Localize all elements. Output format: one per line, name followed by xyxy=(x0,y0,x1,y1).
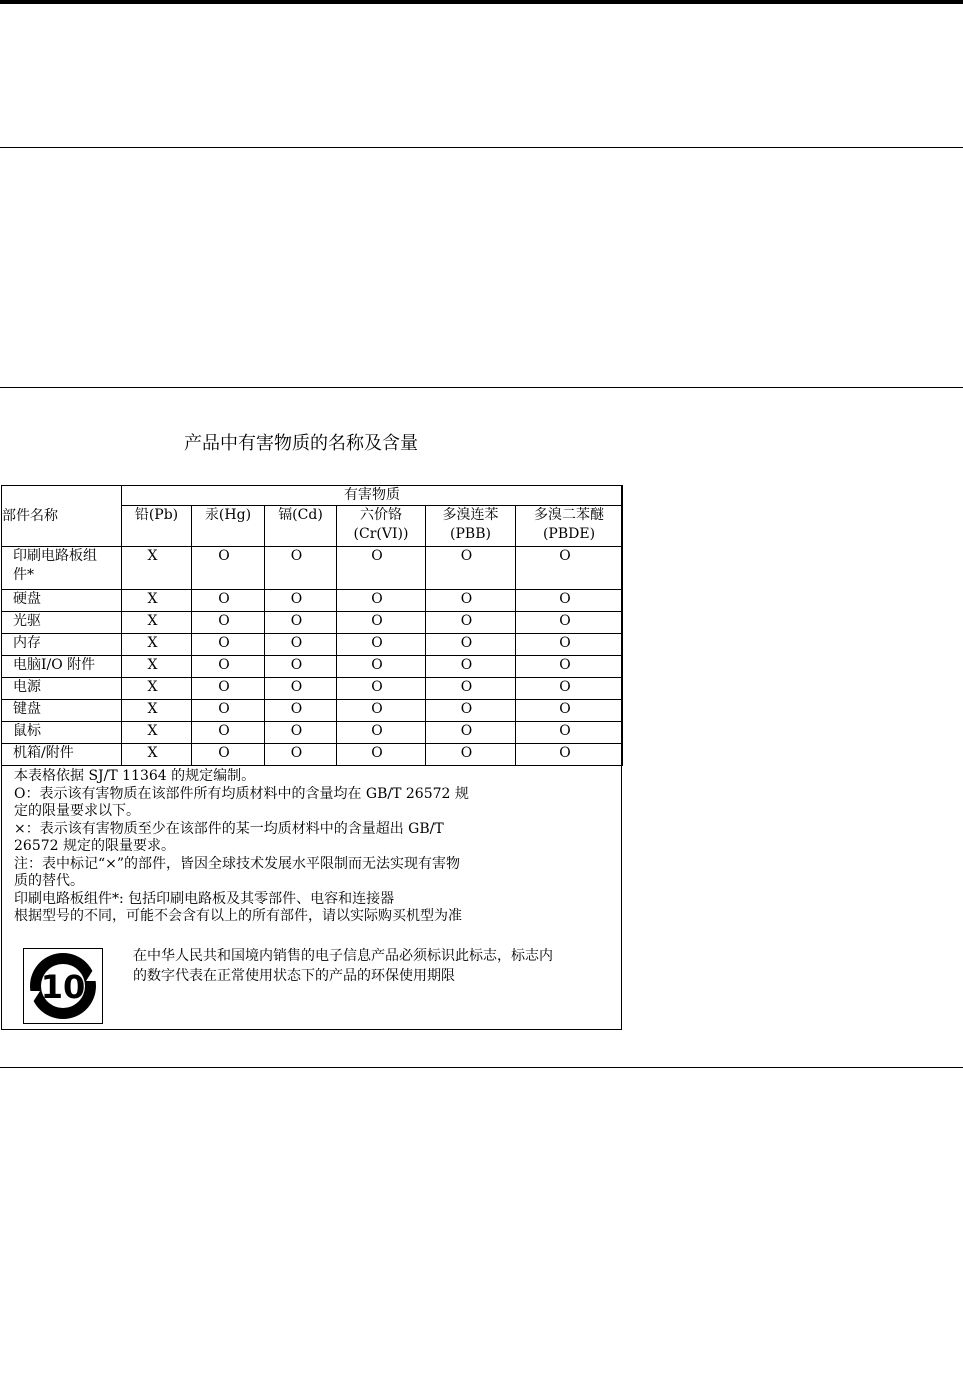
note-line: 26572 规定的限量要求。 xyxy=(14,838,175,854)
part-name-cell xyxy=(2,744,122,766)
note-line: 本表格依据 SJ/T 11364 的规定编制。 xyxy=(14,768,256,784)
substance-value-cell: O xyxy=(516,612,623,634)
substance-value-cell: O xyxy=(337,612,426,634)
substance-value-cell: O xyxy=(192,656,265,678)
note-line: O：表示该有害物质在该部件所有均质材料中的含量均在 GB/T 26572 规 xyxy=(14,785,469,802)
substance-value-cell: O xyxy=(426,612,516,634)
epup-description xyxy=(133,946,617,986)
substance-value-cell: O xyxy=(516,656,623,678)
part-name-cell xyxy=(2,547,122,590)
part-name-cell xyxy=(2,590,122,612)
table-row xyxy=(2,722,623,744)
substance-value-cell: O xyxy=(265,722,337,744)
part-name-line: 电脑I/O 附件 xyxy=(13,657,96,673)
substance-value-cell: O xyxy=(516,547,623,590)
substance-value-cell: X xyxy=(122,656,192,678)
epup-text-line: 在中华人民共和国境内销售的电子信息产品必须标识此标志，标志内 xyxy=(133,948,553,964)
epup-number: 10 xyxy=(40,968,86,1006)
substance-value-cell: O xyxy=(265,612,337,634)
substance-column-header xyxy=(426,506,516,547)
substance-value-cell: O xyxy=(337,678,426,700)
hazardous-substances-header: 有害物质 xyxy=(122,486,623,506)
substance-value-cell: X xyxy=(122,590,192,612)
substance-column-header xyxy=(265,506,337,547)
part-name-line: 电源 xyxy=(13,679,41,695)
epup-text-line: 的数字代表在正常使用状态下的产品的环保使用期限 xyxy=(133,968,455,984)
substance-value-cell: X xyxy=(122,612,192,634)
substance-value-cell: O xyxy=(426,722,516,744)
section-divider xyxy=(0,147,963,148)
part-name-cell xyxy=(2,678,122,700)
note-line: 质的替代。 xyxy=(14,873,84,889)
substance-value-cell: O xyxy=(426,547,516,590)
substance-value-cell: O xyxy=(265,590,337,612)
substance-value-cell: O xyxy=(337,634,426,656)
column-header-line: 六价铬 xyxy=(360,507,402,523)
part-name-line: 硬盘 xyxy=(13,591,41,607)
substance-value-cell: O xyxy=(192,722,265,744)
part-name-header: 部件名称 xyxy=(2,486,122,547)
part-name-line: 鼠标 xyxy=(13,723,41,739)
substance-value-cell: X xyxy=(122,634,192,656)
table-row xyxy=(2,678,623,700)
substance-value-cell: O xyxy=(265,634,337,656)
part-name-cell xyxy=(2,634,122,656)
substance-value-cell: O xyxy=(337,656,426,678)
substance-value-cell: O xyxy=(516,744,623,766)
substance-value-cell: X xyxy=(122,744,192,766)
substance-value-cell: O xyxy=(265,678,337,700)
substance-value-cell: O xyxy=(192,547,265,590)
substance-value-cell: O xyxy=(265,744,337,766)
part-name-line: 机箱/附件 xyxy=(13,745,74,761)
note-line: 定的限量要求以下。 xyxy=(14,803,140,819)
substance-value-cell: X xyxy=(122,700,192,722)
substance-value-cell: O xyxy=(337,590,426,612)
substance-value-cell: O xyxy=(337,722,426,744)
substance-value-cell: O xyxy=(337,547,426,590)
column-header-line: (PBDE) xyxy=(542,526,596,542)
part-name-line: 印刷电路板组 xyxy=(13,548,97,564)
page-title: 产品中有害物质的名称及含量 xyxy=(184,433,418,454)
section-divider xyxy=(0,1067,963,1068)
part-name-line: 光驱 xyxy=(13,613,41,629)
part-name-line: 键盘 xyxy=(13,701,41,717)
note-line: 根据型号的不同，可能不会含有以上的所有部件，请以实际购买机型为准 xyxy=(14,908,462,924)
substance-column-header xyxy=(122,506,192,547)
part-name-line: 内存 xyxy=(13,635,41,651)
substance-value-cell: X xyxy=(122,678,192,700)
substance-value-cell: O xyxy=(426,590,516,612)
substance-value-cell: O xyxy=(516,590,623,612)
part-name-cell xyxy=(2,722,122,744)
table-row xyxy=(2,634,623,656)
substance-value-cell: O xyxy=(192,678,265,700)
note-line: 注：表中标记“×”的部件，皆因全球技术发展水平限制而无法实现有害物 xyxy=(14,855,461,872)
part-name-line: 件* xyxy=(13,567,34,583)
substance-value-cell: O xyxy=(192,700,265,722)
part-name-cell xyxy=(2,656,122,678)
substance-value-cell: O xyxy=(192,590,265,612)
column-header-line: 多溴连苯 xyxy=(442,507,499,523)
substance-value-cell: O xyxy=(426,634,516,656)
table-row xyxy=(2,744,623,766)
section-divider xyxy=(0,387,963,388)
note-line: 印刷电路板组件*: 包括印刷电路板及其零部件、电容和连接器 xyxy=(14,890,395,907)
substance-value-cell: X xyxy=(122,722,192,744)
top-rule xyxy=(0,0,963,4)
column-header-line: 汞(Hg) xyxy=(204,507,252,523)
substance-value-cell: O xyxy=(265,656,337,678)
substance-value-cell: O xyxy=(426,656,516,678)
substance-value-cell: O xyxy=(426,700,516,722)
table-row xyxy=(2,547,623,590)
substance-value-cell: O xyxy=(337,744,426,766)
part-name-cell xyxy=(2,700,122,722)
table-row xyxy=(2,612,623,634)
substance-value-cell: O xyxy=(516,700,623,722)
substance-value-cell: O xyxy=(192,634,265,656)
substance-value-cell: O xyxy=(516,634,623,656)
substance-value-cell: O xyxy=(192,744,265,766)
table-notes xyxy=(14,768,604,926)
substance-value-cell: O xyxy=(426,678,516,700)
rohs-disclosure-box xyxy=(1,485,622,1030)
column-header-line: 铅(Pb) xyxy=(134,507,179,523)
substance-value-cell: O xyxy=(516,722,623,744)
substance-value-cell: O xyxy=(426,744,516,766)
substance-column-header xyxy=(192,506,265,547)
substance-column-header xyxy=(516,506,623,547)
substance-value-cell: O xyxy=(265,547,337,590)
table-row xyxy=(2,656,623,678)
hazardous-substances-table xyxy=(1,485,623,766)
table-row xyxy=(2,700,623,722)
substance-column-header xyxy=(337,506,426,547)
table-row xyxy=(2,590,623,612)
column-header-line: 镉(Cd) xyxy=(278,507,323,523)
part-name-cell xyxy=(2,612,122,634)
column-header-line: 多溴二苯醚 xyxy=(534,507,604,523)
substance-value-cell: O xyxy=(192,612,265,634)
note-line: ×：表示该有害物质至少在该部件的某一均质材料中的含量超出 GB/T xyxy=(14,820,444,837)
substance-value-cell: O xyxy=(265,700,337,722)
epup-10-icon xyxy=(23,948,103,1024)
substance-value-cell: X xyxy=(122,547,192,590)
column-header-line: (PBB) xyxy=(450,526,491,542)
substance-value-cell: O xyxy=(516,678,623,700)
column-header-line: (Cr(VI)) xyxy=(353,526,409,542)
substance-value-cell: O xyxy=(337,700,426,722)
